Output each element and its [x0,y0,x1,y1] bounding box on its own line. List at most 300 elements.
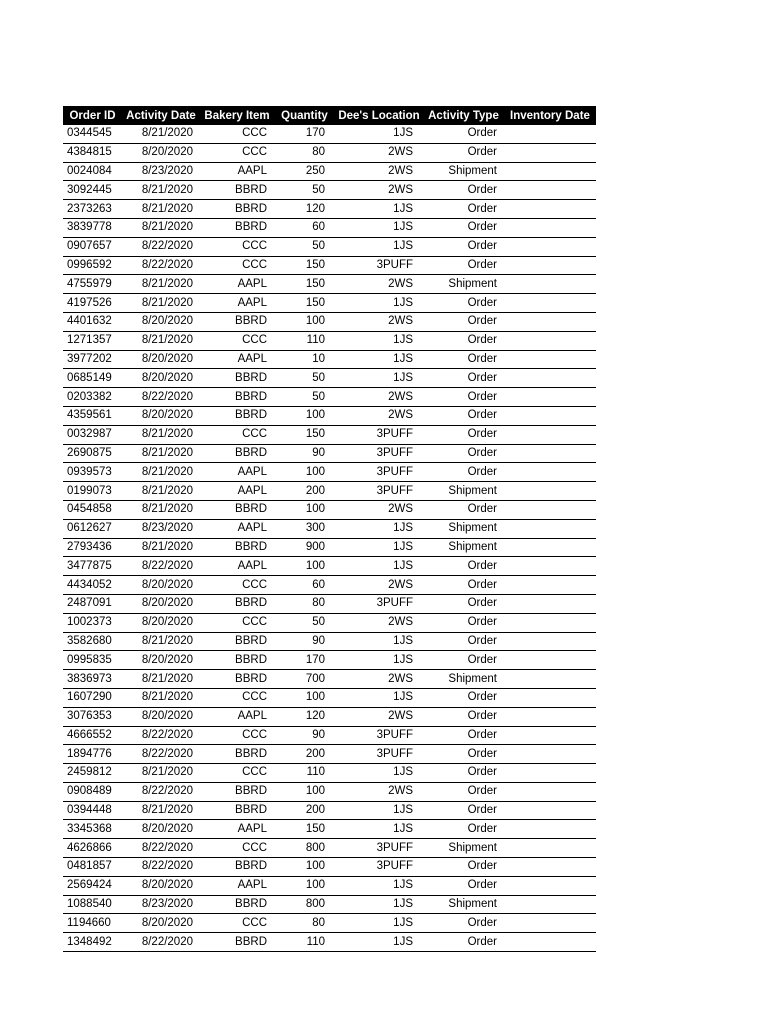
activity-date-cell[interactable]: 8/21/2020 [122,538,200,557]
inventory-date-cell[interactable] [504,707,596,726]
inventory-date-cell[interactable] [504,839,596,858]
quantity-cell[interactable]: 60 [274,576,335,595]
location-cell[interactable]: 2WS [335,576,423,595]
quantity-cell[interactable]: 120 [274,200,335,219]
location-cell[interactable]: 3PUFF [335,425,423,444]
inventory-date-cell[interactable] [504,651,596,670]
inventory-date-cell[interactable] [504,275,596,294]
bakery-item-cell[interactable]: CCC [200,839,274,858]
order-id-cell[interactable]: 4666552 [63,726,122,745]
quantity-cell[interactable]: 110 [274,331,335,350]
order-id-cell[interactable]: 3839778 [63,218,122,237]
inventory-date-cell[interactable] [504,350,596,369]
activity-type-cell[interactable]: Order [423,256,504,275]
location-cell[interactable]: 1JS [335,200,423,219]
location-cell[interactable]: 1JS [335,125,423,143]
order-id-cell[interactable]: 4755979 [63,275,122,294]
activity-date-cell[interactable]: 8/21/2020 [122,125,200,143]
location-cell[interactable]: 1JS [335,557,423,576]
activity-type-cell[interactable]: Order [423,782,504,801]
location-cell[interactable]: 3PUFF [335,463,423,482]
inventory-date-cell[interactable] [504,388,596,407]
activity-date-cell[interactable]: 8/23/2020 [122,162,200,181]
location-cell[interactable]: 1JS [335,801,423,820]
quantity-cell[interactable]: 90 [274,632,335,651]
bakery-item-cell[interactable]: AAPL [200,707,274,726]
activity-type-cell[interactable]: Shipment [423,538,504,557]
activity-date-cell[interactable]: 8/21/2020 [122,200,200,219]
location-cell[interactable]: 1JS [335,820,423,839]
inventory-date-cell[interactable] [504,482,596,501]
order-id-cell[interactable]: 1607290 [63,688,122,707]
order-id-cell[interactable]: 1348492 [63,933,122,952]
quantity-cell[interactable]: 80 [274,143,335,162]
activity-type-cell[interactable]: Order [423,632,504,651]
quantity-cell[interactable]: 150 [274,425,335,444]
inventory-date-cell[interactable] [504,613,596,632]
quantity-cell[interactable]: 100 [274,688,335,707]
quantity-cell[interactable]: 200 [274,482,335,501]
activity-type-cell[interactable]: Order [423,707,504,726]
activity-date-cell[interactable]: 8/20/2020 [122,369,200,388]
quantity-cell[interactable]: 100 [274,463,335,482]
activity-date-cell[interactable]: 8/21/2020 [122,463,200,482]
inventory-date-cell[interactable] [504,294,596,313]
inventory-date-cell[interactable] [504,331,596,350]
location-cell[interactable]: 3PUFF [335,482,423,501]
order-id-cell[interactable]: 2487091 [63,594,122,613]
header-activity-type[interactable]: Activity Type [423,106,504,125]
order-id-cell[interactable]: 4626866 [63,839,122,858]
activity-date-cell[interactable]: 8/20/2020 [122,820,200,839]
bakery-item-cell[interactable]: BBRD [200,388,274,407]
inventory-date-cell[interactable] [504,688,596,707]
activity-type-cell[interactable]: Order [423,576,504,595]
location-cell[interactable]: 2WS [335,613,423,632]
bakery-item-cell[interactable]: AAPL [200,463,274,482]
bakery-item-cell[interactable]: BBRD [200,218,274,237]
inventory-date-cell[interactable] [504,594,596,613]
order-id-cell[interactable]: 0032987 [63,425,122,444]
quantity-cell[interactable]: 100 [274,858,335,877]
activity-type-cell[interactable]: Shipment [423,275,504,294]
quantity-cell[interactable]: 100 [274,406,335,425]
bakery-item-cell[interactable]: AAPL [200,275,274,294]
activity-type-cell[interactable]: Order [423,181,504,200]
activity-date-cell[interactable]: 8/22/2020 [122,933,200,952]
bakery-item-cell[interactable]: BBRD [200,745,274,764]
location-cell[interactable]: 3PUFF [335,726,423,745]
activity-type-cell[interactable]: Order [423,688,504,707]
inventory-date-cell[interactable] [504,820,596,839]
order-id-cell[interactable]: 0908489 [63,782,122,801]
bakery-item-cell[interactable]: AAPL [200,482,274,501]
quantity-cell[interactable]: 150 [274,294,335,313]
quantity-cell[interactable]: 250 [274,162,335,181]
quantity-cell[interactable]: 100 [274,876,335,895]
quantity-cell[interactable]: 900 [274,538,335,557]
bakery-item-cell[interactable]: BBRD [200,181,274,200]
location-cell[interactable]: 1JS [335,350,423,369]
quantity-cell[interactable]: 150 [274,256,335,275]
quantity-cell[interactable]: 100 [274,557,335,576]
bakery-item-cell[interactable]: AAPL [200,557,274,576]
inventory-date-cell[interactable] [504,670,596,689]
location-cell[interactable]: 1JS [335,294,423,313]
bakery-item-cell[interactable]: BBRD [200,500,274,519]
bakery-item-cell[interactable]: AAPL [200,350,274,369]
order-id-cell[interactable]: 4384815 [63,143,122,162]
location-cell[interactable]: 1JS [335,651,423,670]
order-id-cell[interactable]: 0481857 [63,858,122,877]
activity-type-cell[interactable]: Order [423,820,504,839]
activity-type-cell[interactable]: Order [423,557,504,576]
quantity-cell[interactable]: 90 [274,726,335,745]
quantity-cell[interactable]: 170 [274,651,335,670]
order-id-cell[interactable]: 0203382 [63,388,122,407]
quantity-cell[interactable]: 300 [274,519,335,538]
order-id-cell[interactable]: 1894776 [63,745,122,764]
activity-date-cell[interactable]: 8/21/2020 [122,482,200,501]
activity-date-cell[interactable]: 8/21/2020 [122,801,200,820]
order-id-cell[interactable]: 2459812 [63,764,122,783]
activity-date-cell[interactable]: 8/21/2020 [122,688,200,707]
bakery-item-cell[interactable]: BBRD [200,406,274,425]
inventory-date-cell[interactable] [504,726,596,745]
activity-type-cell[interactable]: Order [423,143,504,162]
inventory-date-cell[interactable] [504,444,596,463]
activity-date-cell[interactable]: 8/22/2020 [122,237,200,256]
quantity-cell[interactable]: 150 [274,820,335,839]
bakery-item-cell[interactable]: BBRD [200,782,274,801]
activity-date-cell[interactable]: 8/23/2020 [122,895,200,914]
quantity-cell[interactable]: 800 [274,895,335,914]
location-cell[interactable]: 2WS [335,406,423,425]
order-id-cell[interactable]: 0344545 [63,125,122,143]
location-cell[interactable]: 1JS [335,688,423,707]
location-cell[interactable]: 3PUFF [335,745,423,764]
activity-type-cell[interactable]: Order [423,876,504,895]
activity-type-cell[interactable]: Order [423,294,504,313]
order-id-cell[interactable]: 0024084 [63,162,122,181]
quantity-cell[interactable]: 50 [274,613,335,632]
activity-date-cell[interactable]: 8/23/2020 [122,519,200,538]
bakery-item-cell[interactable]: CCC [200,331,274,350]
order-id-cell[interactable]: 2373263 [63,200,122,219]
activity-date-cell[interactable]: 8/20/2020 [122,651,200,670]
location-cell[interactable]: 2WS [335,181,423,200]
activity-date-cell[interactable]: 8/20/2020 [122,576,200,595]
inventory-date-cell[interactable] [504,425,596,444]
inventory-date-cell[interactable] [504,895,596,914]
location-cell[interactable]: 2WS [335,388,423,407]
inventory-date-cell[interactable] [504,576,596,595]
activity-type-cell[interactable]: Order [423,406,504,425]
activity-date-cell[interactable]: 8/21/2020 [122,764,200,783]
inventory-date-cell[interactable] [504,538,596,557]
activity-type-cell[interactable]: Order [423,237,504,256]
location-cell[interactable]: 1JS [335,632,423,651]
quantity-cell[interactable]: 700 [274,670,335,689]
order-id-cell[interactable]: 0394448 [63,801,122,820]
quantity-cell[interactable]: 100 [274,500,335,519]
activity-type-cell[interactable]: Order [423,764,504,783]
quantity-cell[interactable]: 110 [274,933,335,952]
bakery-item-cell[interactable]: CCC [200,237,274,256]
activity-type-cell[interactable]: Order [423,858,504,877]
bakery-item-cell[interactable]: CCC [200,688,274,707]
activity-date-cell[interactable]: 8/21/2020 [122,632,200,651]
activity-date-cell[interactable]: 8/22/2020 [122,256,200,275]
bakery-item-cell[interactable]: CCC [200,256,274,275]
location-cell[interactable]: 3PUFF [335,858,423,877]
location-cell[interactable]: 2WS [335,500,423,519]
quantity-cell[interactable]: 50 [274,237,335,256]
order-id-cell[interactable]: 4197526 [63,294,122,313]
activity-date-cell[interactable]: 8/22/2020 [122,726,200,745]
bakery-item-cell[interactable]: BBRD [200,312,274,331]
order-id-cell[interactable]: 0199073 [63,482,122,501]
quantity-cell[interactable]: 100 [274,312,335,331]
location-cell[interactable]: 2WS [335,707,423,726]
bakery-item-cell[interactable]: BBRD [200,801,274,820]
bakery-item-cell[interactable]: CCC [200,425,274,444]
order-id-cell[interactable]: 3477875 [63,557,122,576]
bakery-item-cell[interactable]: CCC [200,125,274,143]
bakery-item-cell[interactable]: AAPL [200,294,274,313]
activity-type-cell[interactable]: Shipment [423,839,504,858]
header-bakery-item[interactable]: Bakery Item [200,106,274,125]
inventory-date-cell[interactable] [504,125,596,143]
bakery-item-cell[interactable]: CCC [200,764,274,783]
order-id-cell[interactable]: 0454858 [63,500,122,519]
activity-type-cell[interactable]: Order [423,500,504,519]
bakery-item-cell[interactable]: AAPL [200,519,274,538]
order-id-cell[interactable]: 2569424 [63,876,122,895]
activity-type-cell[interactable]: Shipment [423,670,504,689]
header-inventory-date[interactable]: Inventory Date [504,106,596,125]
activity-type-cell[interactable]: Order [423,801,504,820]
bakery-item-cell[interactable]: BBRD [200,444,274,463]
activity-type-cell[interactable]: Order [423,425,504,444]
order-id-cell[interactable]: 0996592 [63,256,122,275]
location-cell[interactable]: 1JS [335,237,423,256]
activity-date-cell[interactable]: 8/21/2020 [122,425,200,444]
inventory-date-cell[interactable] [504,933,596,952]
inventory-date-cell[interactable] [504,143,596,162]
bakery-item-cell[interactable]: AAPL [200,820,274,839]
activity-date-cell[interactable]: 8/20/2020 [122,406,200,425]
bakery-item-cell[interactable]: BBRD [200,538,274,557]
quantity-cell[interactable]: 50 [274,369,335,388]
activity-type-cell[interactable]: Order [423,444,504,463]
order-id-cell[interactable]: 3092445 [63,181,122,200]
inventory-date-cell[interactable] [504,463,596,482]
inventory-date-cell[interactable] [504,858,596,877]
quantity-cell[interactable]: 90 [274,444,335,463]
order-id-cell[interactable]: 2793436 [63,538,122,557]
order-id-cell[interactable]: 1271357 [63,331,122,350]
inventory-date-cell[interactable] [504,162,596,181]
quantity-cell[interactable]: 110 [274,764,335,783]
activity-type-cell[interactable]: Shipment [423,162,504,181]
activity-date-cell[interactable]: 8/20/2020 [122,914,200,933]
bakery-item-cell[interactable]: CCC [200,143,274,162]
header-location[interactable]: Dee's Location [335,106,423,125]
inventory-date-cell[interactable] [504,312,596,331]
activity-date-cell[interactable]: 8/22/2020 [122,388,200,407]
location-cell[interactable]: 2WS [335,143,423,162]
quantity-cell[interactable]: 170 [274,125,335,143]
location-cell[interactable]: 2WS [335,670,423,689]
order-id-cell[interactable]: 1002373 [63,613,122,632]
activity-type-cell[interactable]: Shipment [423,895,504,914]
activity-date-cell[interactable]: 8/21/2020 [122,294,200,313]
activity-date-cell[interactable]: 8/21/2020 [122,181,200,200]
bakery-item-cell[interactable]: CCC [200,576,274,595]
quantity-cell[interactable]: 50 [274,181,335,200]
location-cell[interactable]: 1JS [335,876,423,895]
order-id-cell[interactable]: 4434052 [63,576,122,595]
order-id-cell[interactable]: 0907657 [63,237,122,256]
quantity-cell[interactable]: 10 [274,350,335,369]
inventory-date-cell[interactable] [504,914,596,933]
inventory-date-cell[interactable] [504,406,596,425]
location-cell[interactable]: 1JS [335,519,423,538]
header-activity-date[interactable]: Activity Date [122,106,200,125]
bakery-item-cell[interactable]: AAPL [200,162,274,181]
inventory-date-cell[interactable] [504,764,596,783]
activity-date-cell[interactable]: 8/21/2020 [122,500,200,519]
location-cell[interactable]: 1JS [335,369,423,388]
bakery-item-cell[interactable]: BBRD [200,651,274,670]
activity-date-cell[interactable]: 8/22/2020 [122,745,200,764]
location-cell[interactable]: 1JS [335,764,423,783]
bakery-item-cell[interactable]: BBRD [200,933,274,952]
activity-date-cell[interactable]: 8/21/2020 [122,670,200,689]
bakery-item-cell[interactable]: CCC [200,726,274,745]
activity-date-cell[interactable]: 8/21/2020 [122,444,200,463]
activity-type-cell[interactable]: Shipment [423,482,504,501]
activity-type-cell[interactable]: Order [423,388,504,407]
bakery-item-cell[interactable]: BBRD [200,200,274,219]
activity-type-cell[interactable]: Order [423,218,504,237]
activity-date-cell[interactable]: 8/20/2020 [122,143,200,162]
order-id-cell[interactable]: 0995835 [63,651,122,670]
quantity-cell[interactable]: 100 [274,782,335,801]
quantity-cell[interactable]: 200 [274,801,335,820]
quantity-cell[interactable]: 200 [274,745,335,764]
activity-type-cell[interactable]: Order [423,331,504,350]
order-id-cell[interactable]: 1088540 [63,895,122,914]
activity-type-cell[interactable]: Order [423,312,504,331]
inventory-date-cell[interactable] [504,200,596,219]
quantity-cell[interactable]: 80 [274,914,335,933]
location-cell[interactable]: 1JS [335,538,423,557]
inventory-date-cell[interactable] [504,801,596,820]
inventory-date-cell[interactable] [504,369,596,388]
activity-date-cell[interactable]: 8/20/2020 [122,594,200,613]
order-id-cell[interactable]: 0612627 [63,519,122,538]
activity-type-cell[interactable]: Order [423,125,504,143]
activity-date-cell[interactable]: 8/22/2020 [122,858,200,877]
inventory-date-cell[interactable] [504,782,596,801]
location-cell[interactable]: 1JS [335,914,423,933]
order-id-cell[interactable]: 1194660 [63,914,122,933]
activity-type-cell[interactable]: Order [423,594,504,613]
activity-type-cell[interactable]: Order [423,350,504,369]
quantity-cell[interactable]: 50 [274,388,335,407]
activity-type-cell[interactable]: Order [423,651,504,670]
inventory-date-cell[interactable] [504,745,596,764]
activity-type-cell[interactable]: Order [423,726,504,745]
order-id-cell[interactable]: 2690875 [63,444,122,463]
order-id-cell[interactable]: 3345368 [63,820,122,839]
location-cell[interactable]: 1JS [335,895,423,914]
activity-type-cell[interactable]: Order [423,745,504,764]
order-id-cell[interactable]: 3836973 [63,670,122,689]
location-cell[interactable]: 2WS [335,275,423,294]
location-cell[interactable]: 3PUFF [335,594,423,613]
activity-date-cell[interactable]: 8/21/2020 [122,218,200,237]
header-order-id[interactable]: Order ID [63,106,122,125]
location-cell[interactable]: 1JS [335,331,423,350]
activity-type-cell[interactable]: Order [423,933,504,952]
bakery-item-cell[interactable]: BBRD [200,594,274,613]
header-quantity[interactable]: Quantity [274,106,335,125]
activity-type-cell[interactable]: Order [423,200,504,219]
quantity-cell[interactable]: 800 [274,839,335,858]
inventory-date-cell[interactable] [504,519,596,538]
activity-type-cell[interactable]: Order [423,914,504,933]
quantity-cell[interactable]: 80 [274,594,335,613]
activity-type-cell[interactable]: Shipment [423,519,504,538]
activity-date-cell[interactable]: 8/22/2020 [122,839,200,858]
activity-type-cell[interactable]: Order [423,463,504,482]
activity-date-cell[interactable]: 8/21/2020 [122,275,200,294]
location-cell[interactable]: 3PUFF [335,256,423,275]
inventory-date-cell[interactable] [504,632,596,651]
inventory-date-cell[interactable] [504,557,596,576]
activity-type-cell[interactable]: Order [423,613,504,632]
activity-date-cell[interactable]: 8/20/2020 [122,876,200,895]
activity-date-cell[interactable]: 8/22/2020 [122,557,200,576]
activity-date-cell[interactable]: 8/22/2020 [122,782,200,801]
bakery-item-cell[interactable]: CCC [200,914,274,933]
order-id-cell[interactable]: 3582680 [63,632,122,651]
activity-date-cell[interactable]: 8/20/2020 [122,312,200,331]
location-cell[interactable]: 2WS [335,162,423,181]
location-cell[interactable]: 3PUFF [335,839,423,858]
quantity-cell[interactable]: 60 [274,218,335,237]
inventory-date-cell[interactable] [504,218,596,237]
bakery-item-cell[interactable]: BBRD [200,895,274,914]
order-id-cell[interactable]: 0685149 [63,369,122,388]
quantity-cell[interactable]: 150 [274,275,335,294]
quantity-cell[interactable]: 120 [274,707,335,726]
inventory-date-cell[interactable] [504,500,596,519]
bakery-item-cell[interactable]: CCC [200,613,274,632]
order-id-cell[interactable]: 4359561 [63,406,122,425]
bakery-item-cell[interactable]: BBRD [200,369,274,388]
order-id-cell[interactable]: 0939573 [63,463,122,482]
activity-date-cell[interactable]: 8/21/2020 [122,331,200,350]
inventory-date-cell[interactable] [504,237,596,256]
inventory-date-cell[interactable] [504,256,596,275]
order-id-cell[interactable]: 3977202 [63,350,122,369]
activity-date-cell[interactable]: 8/20/2020 [122,613,200,632]
location-cell[interactable]: 2WS [335,782,423,801]
